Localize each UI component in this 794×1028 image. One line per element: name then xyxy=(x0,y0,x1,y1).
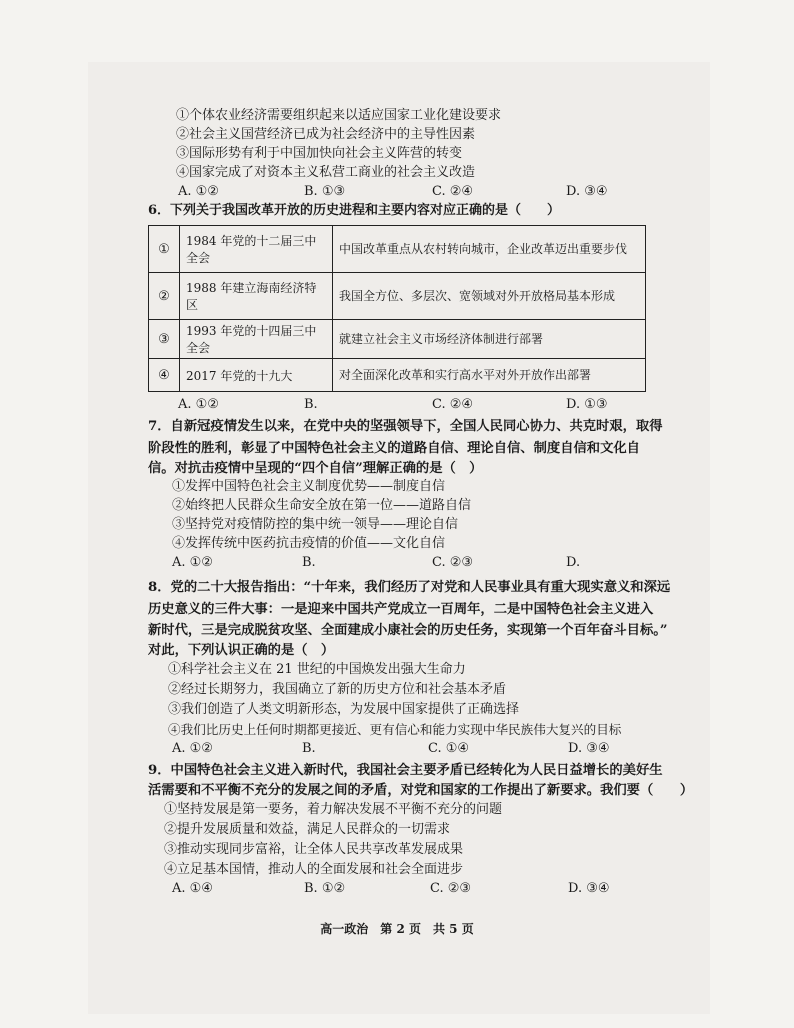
q9-option-c[interactable]: C. ②③ xyxy=(430,881,472,896)
row-event: 1993 年党的十四届三中全会 xyxy=(180,320,333,359)
q9-option-b[interactable]: B. ①② xyxy=(304,881,346,896)
q5-option-a[interactable]: A. ①② xyxy=(178,184,219,199)
q7-item-1: ①发挥中国特色社会主义制度优势——制度自信 xyxy=(172,479,446,494)
q5-item-3: ③国际形势有利于中国加快向社会主义阵营的转变 xyxy=(176,146,463,161)
row-event: 1984 年党的十二届三中全会 xyxy=(180,226,333,273)
q7-option-a[interactable]: A. ①② xyxy=(172,555,213,570)
row-event: 1988 年建立海南经济特区 xyxy=(180,273,333,320)
row-number: ③ xyxy=(149,320,180,359)
q6-option-c[interactable]: C. ②④ xyxy=(432,397,474,412)
row-event: 2017 年党的十九大 xyxy=(180,359,333,392)
q6-option-d[interactable]: D. ①③ xyxy=(566,397,608,412)
q7-option-b[interactable]: B. xyxy=(302,555,316,570)
q5-item-2: ②社会主义国营经济已成为社会经济中的主导性因素 xyxy=(176,127,476,142)
q5-item-4: ④国家完成了对资本主义私营工商业的社会主义改造 xyxy=(176,165,476,180)
q8-option-b[interactable]: B. xyxy=(302,741,316,756)
row-content: 我国全方位、多层次、宽领域对外开放格局基本形成 xyxy=(333,273,646,320)
q6-option-a[interactable]: A. ①② xyxy=(178,397,219,412)
q7-option-c[interactable]: C. ②③ xyxy=(432,555,474,570)
page-footer: 高一政治 第 2 页 共 5 页 xyxy=(320,922,474,936)
q7-stem-line-2: 阶段性的胜利，彰显了中国特色社会主义的道路自信、理论自信、制度自信和文化自 xyxy=(148,441,640,456)
q8-option-c[interactable]: C. ①④ xyxy=(428,741,470,756)
q9-option-a[interactable]: A. ①④ xyxy=(172,881,213,896)
q9-stem-line-1: 9．中国特色社会主义进入新时代，我国社会主要矛盾已经转化为人民日益增长的美好生 xyxy=(148,763,663,778)
q6-table xyxy=(148,225,646,392)
table-row xyxy=(149,226,646,273)
q5-option-c[interactable]: C. ②④ xyxy=(432,184,474,199)
q7-item-4: ④发挥传统中医药抗击疫情的价值——文化自信 xyxy=(172,536,446,551)
table-row xyxy=(149,359,646,392)
q8-item-2: ②经过长期努力，我国确立了新的历史方位和社会基本矛盾 xyxy=(168,682,507,697)
table-row xyxy=(149,320,646,359)
q5-item-1: ①个体农业经济需要组织起来以适应国家工业化建设要求 xyxy=(176,108,502,123)
q8-stem-line-1: 8．党的二十大报告指出：“十年来，我们经历了对党和人民事业具有重大现实意义和深远 xyxy=(148,580,671,595)
q9-item-1: ①坚持发展是第一要务，着力解决发展不平衡不充分的问题 xyxy=(164,802,503,817)
q7-item-3: ③坚持党对疫情防控的集中统一领导——理论自信 xyxy=(172,517,459,532)
q7-option-d[interactable]: D. xyxy=(566,555,581,570)
table-row xyxy=(149,273,646,320)
row-number: ① xyxy=(149,226,180,273)
q7-item-2: ②始终把人民群众生命安全放在第一位——道路自信 xyxy=(172,498,472,513)
row-number: ② xyxy=(149,273,180,320)
q8-stem-line-4: 对此，下列认识正确的是（ ） xyxy=(148,643,335,658)
row-number: ④ xyxy=(149,359,180,392)
q7-stem-line-1: 7．自新冠疫情发生以来，在党中央的坚强领导下，全国人民同心协力、共克时艰，取得 xyxy=(148,419,663,434)
q6-option-b[interactable]: B. xyxy=(304,397,318,412)
q9-option-d[interactable]: D. ③④ xyxy=(568,881,610,896)
q8-item-3: ③我们创造了人类文明新形态，为发展中国家提供了正确选择 xyxy=(168,702,520,717)
q8-item-4: ④我们比历史上任何时期都更接近、更有信心和能力实现中华民族伟大复兴的目标 xyxy=(168,722,622,737)
q8-stem-line-3: 新时代，三是完成脱贫攻坚、全面建成小康社会的历史任务，实现第一个百年奋斗目标。” xyxy=(148,623,668,638)
q5-option-d[interactable]: D. ③④ xyxy=(566,184,608,199)
q9-item-3: ③推动实现同步富裕，让全体人民共享改革发展成果 xyxy=(164,842,464,857)
row-content: 就建立社会主义市场经济体制进行部署 xyxy=(333,320,646,359)
q7-stem-line-3: 信。对抗击疫情中呈现的“四个自信”理解正确的是（ ） xyxy=(148,461,483,476)
q9-item-4: ④立足基本国情，推动人的全面发展和社会全面进步 xyxy=(164,862,464,877)
q9-item-2: ②提升发展质量和效益，满足人民群众的一切需求 xyxy=(164,822,451,837)
q9-stem-line-2: 活需要和不平衡不充分的发展之间的矛盾，对党和国家的工作提出了新要求。我们要（ ） xyxy=(148,783,694,798)
row-content: 中国改革重点从农村转向城市，企业改革迈出重要步伐 xyxy=(333,226,646,273)
q5-option-b[interactable]: B. ①③ xyxy=(304,184,346,199)
q6-stem: 6．下列关于我国改革开放的历史进程和主要内容对应正确的是（ ） xyxy=(148,203,561,218)
row-content: 对全面深化改革和实行高水平对外开放作出部署 xyxy=(333,359,646,392)
q8-option-d[interactable]: D. ③④ xyxy=(568,741,610,756)
q8-item-1: ①科学社会主义在 21 世纪的中国焕发出强大生命力 xyxy=(168,662,466,677)
q8-option-a[interactable]: A. ①② xyxy=(172,741,213,756)
q8-stem-line-2: 历史意义的三件大事：一是迎来中国共产党成立一百周年，二是中国特色社会主义进入 xyxy=(148,602,654,617)
